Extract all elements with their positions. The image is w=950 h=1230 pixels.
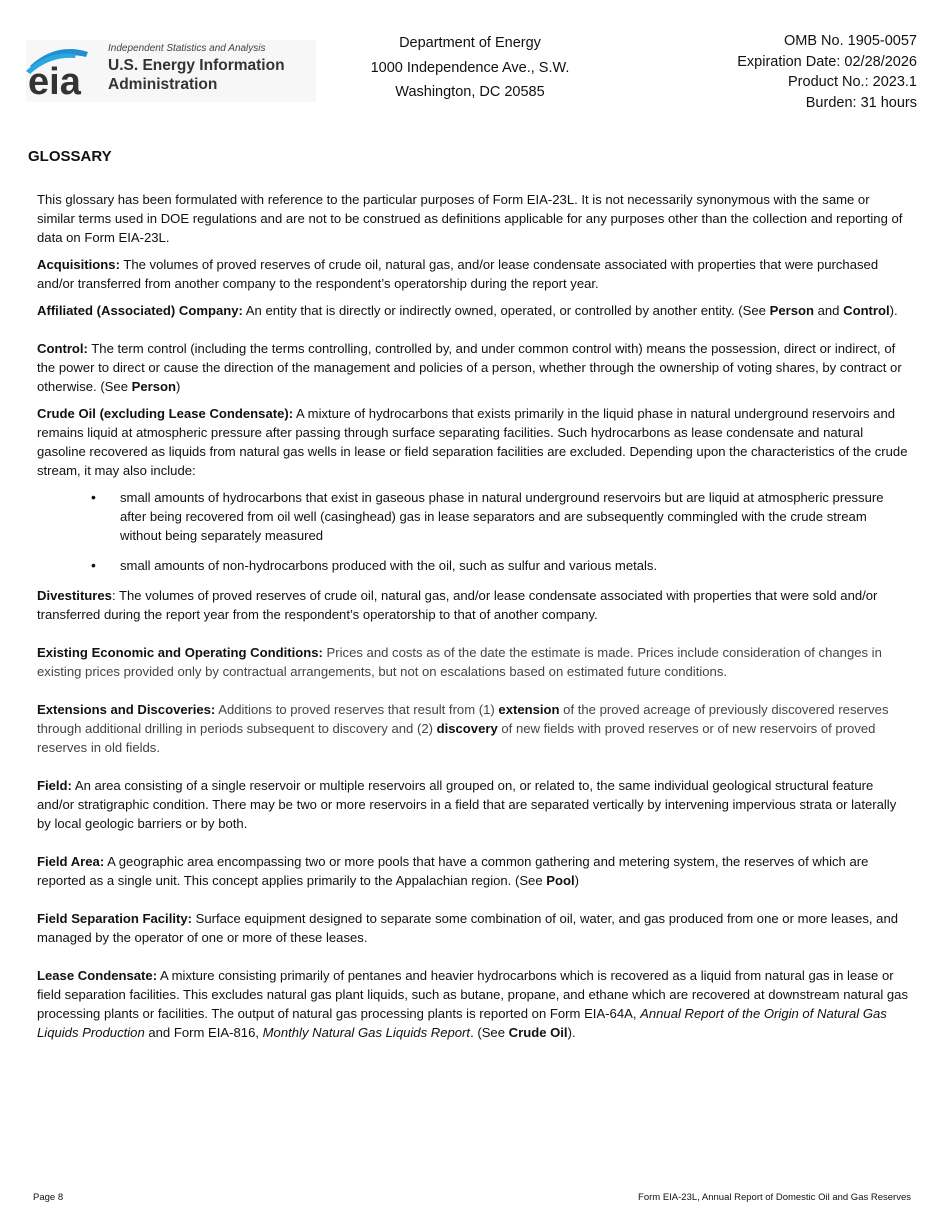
definition: Surface equipment designed to separate some combination of oil, water, and gas produced from one or more leases, and managed by the operator of one or more of these leases.	[37, 911, 899, 945]
definition: A geographic area encompassing two or more pools that have a common gathering and metering system, the reserves of which are reported as a single unit. This concept applies primarily to the Appalachian region. (See	[37, 854, 869, 888]
definition: An area consisting of a single reservoir or multiple reservoirs all grouped on, or related to, the same individual geological structural feature and/or stratigraphic condition. There may be two or more reservoirs in a field that are separated vertically by intervening impervious strata or laterally by local geologic barriers or by both.	[37, 778, 897, 831]
term: Divestitures	[37, 588, 112, 603]
definition: The term control (including the terms controlling, controlled by, and under common control with) means the possession, direct or indirect, of the power to direct or cause the direction of the management and policies of a person, whether through the ownership of voting shares, by contract or otherwise. (See	[37, 341, 902, 394]
glossary-content	[37, 190, 908, 1050]
list-item: • small amounts of hydrocarbons that exist in gaseous phase in natural underground reservoirs but are liquid at atmospheric pressure after being recovered from oil well (casinghead) gas in lease separators and are subsequently commingled with the crude stream without being separately measured	[120, 488, 908, 545]
definition-part: )	[176, 379, 181, 394]
definition-part: of new fields with proved reserves or of new reservoirs of proved reserves in old fields.	[37, 721, 876, 755]
term: Field Area:	[37, 854, 105, 869]
definition: A mixture of hydrocarbons that exists primarily in the liquid phase in natural underground reservoirs and remains liquid at atmospheric pressure after passing through surface separating facilities. Such hydrocarbons as lease condensate and natural gasoline recovered as liquids from natural gas wells in lease or field separation facilities are excluded. Depending upon the characteristics of the crude stream, it may also include:	[37, 406, 908, 478]
burden-hours: Burden: 31 hours	[805, 94, 917, 111]
definition-part: and	[813, 303, 844, 318]
term: Extensions and Discoveries:	[37, 702, 216, 717]
eia-logo-icon	[26, 44, 106, 100]
address-line: 1000 Independence Ave., S.W.	[370, 59, 570, 76]
term: Field Separation Facility:	[37, 911, 192, 926]
definition: Prices and costs as of the date the estimate is made. Prices include consideration of changes in existing prices provided only by contractual arrangements, but not on escalations based on estimated future conditions.	[37, 645, 882, 679]
term: Acquisitions:	[37, 257, 120, 272]
report-title: Annual Report of the Origin of Natural Gas Liquids Production	[37, 1006, 887, 1040]
emphasis: extension	[498, 702, 560, 717]
entry-field-area	[37, 852, 908, 890]
eia-logo	[26, 40, 316, 102]
cross-reference: Crude Oil	[508, 1025, 568, 1040]
term: Control:	[37, 341, 88, 356]
definition-part: ).	[889, 303, 898, 318]
address-line: Washington, DC 20585	[395, 84, 545, 100]
address-line: Department of Energy	[399, 35, 541, 51]
definition: Additions to proved reserves that result from (1)	[215, 702, 499, 717]
definition-part: ).	[567, 1025, 576, 1040]
page-header	[0, 0, 950, 120]
term: Crude Oil (excluding Lease Condensate):	[37, 406, 294, 421]
page-title: GLOSSARY	[28, 148, 112, 165]
term: Existing Economic and Operating Conditions:	[37, 645, 323, 660]
omb-number: OMB No. 1905-0057	[784, 33, 917, 49]
cross-reference: Control	[843, 303, 890, 318]
cross-reference: Pool	[546, 873, 575, 888]
definition: : The volumes of proved reserves of crude oil, natural gas, and/or lease condensate associated with properties that were sold and/or transferred during the report year from the respondent’s operatorship to that of another company.	[37, 588, 878, 622]
cross-reference: Person	[769, 303, 814, 318]
definition: A mixture consisting primarily of pentanes and heavier hydrocarbons which is recovered as a liquid from natural gas in lease or field separation facilities. This excludes natural gas plant liquids, such as butane, propane, and ethane which are recovered at downstream natural gas processing plants or facilities. The output of natural gas processing plants is reported on Form EIA-64A,	[37, 968, 909, 1021]
report-title: Monthly Natural Gas Liquids Report	[262, 1025, 471, 1040]
definition-part: of the proved acreage of previously discovered reserves through additional drilling in periods subsequent to discovery and (2)	[37, 702, 889, 736]
term: Affiliated (Associated) Company:	[37, 303, 243, 318]
term: Field:	[37, 778, 72, 793]
entry-existing-conditions	[37, 643, 908, 681]
cross-reference: Person	[131, 379, 177, 394]
product-number: Product No.: 2023.1	[788, 74, 917, 90]
definition-part: and Form EIA-816,	[144, 1025, 263, 1040]
definition-part: )	[574, 873, 580, 888]
entry-divestitures	[37, 586, 908, 624]
entry-field-separation-facility	[37, 909, 908, 947]
page-number: Page 8	[33, 1192, 64, 1203]
definition: An entity that is directly or indirectly owned, operated, or controlled by another entity. (See	[242, 303, 770, 318]
glossary-intro: This glossary has been formulated with reference to the particular purposes of Form EIA-23L. It is not necessarily synonymous with the same or similar terms used in DOE regulations and are not to be construed as definitions applicable for any purposes other than the collection and reporting of data on Form EIA-23L.	[37, 192, 903, 245]
entry-crude-oil	[37, 404, 908, 480]
entry-extensions-discoveries	[37, 700, 908, 757]
definition-part: . (See	[470, 1025, 509, 1040]
expiration-date: Expiration Date: 02/28/2026	[737, 53, 917, 70]
entry-lease-condensate	[37, 966, 908, 1042]
entry-field	[37, 776, 908, 833]
definition: The volumes of proved reserves of crude oil, natural gas, and/or lease condensate associated with properties that were purchased and/or transferred from another company to the respondent’s operatorship during the report year.	[37, 257, 879, 291]
crude-oil-list	[37, 488, 908, 575]
logo-tagline: Independent Statistics and Analysis	[108, 43, 266, 54]
logo-agency-name: U.S. Energy Information Administration	[108, 57, 285, 93]
entry-affiliated-company	[37, 301, 908, 320]
eia-logo-mark: eia	[28, 61, 81, 100]
form-footer-title: Form EIA-23L, Annual Report of Domestic Oil and Gas Reserves	[638, 1192, 911, 1203]
entry-control	[37, 339, 908, 396]
list-item: • small amounts of non-hydrocarbons produced with the oil, such as sulfur and various metals.	[120, 556, 908, 575]
form-info	[737, 31, 917, 113]
entry-acquisitions	[37, 255, 908, 293]
emphasis: discovery	[436, 721, 498, 736]
term: Lease Condensate:	[37, 968, 158, 983]
department-address	[340, 31, 600, 105]
